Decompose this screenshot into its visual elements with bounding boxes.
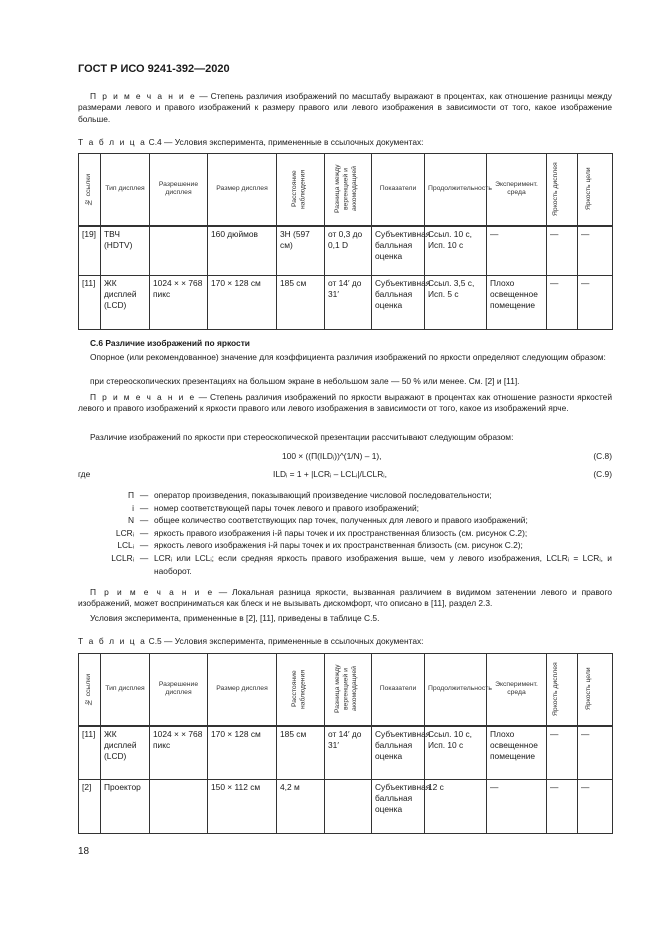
table-row — [79, 226, 613, 276]
table-c4-caption — [78, 137, 424, 147]
col-header: Разрешение дисплея — [150, 654, 208, 726]
formula-number: (C.8) — [593, 451, 612, 461]
note-brightness — [78, 392, 612, 415]
table-c4 — [78, 153, 613, 330]
table-cell: — — [487, 780, 547, 834]
table-cell: 185 см — [277, 726, 325, 780]
col-header: № ссылки — [85, 173, 93, 205]
table-c5-header — [79, 654, 613, 726]
definition-item: i — номер соответствующей пары точек левого и правого изображений; — [78, 502, 612, 515]
table-c5 — [78, 653, 613, 834]
table-cell: — — [578, 780, 613, 834]
definition-item: Π — оператор произведения, показывающий произведение числовой последовательности; — [78, 489, 612, 502]
definition-item: LCLᵢ — яркость левого изображения i-й пары точек и их пространственная близость (см. рисунок С.2); — [78, 539, 612, 552]
table-cell: 170 × 128 см — [208, 276, 277, 330]
table-cell: 160 дюймов — [208, 226, 277, 276]
table-cell: 12 с — [425, 780, 487, 834]
paragraph-calc: Различие изображений по яркости при стереоскопической презентации рассчитывают следующим образом: — [90, 432, 514, 442]
formula-number: (C.9) — [593, 469, 612, 479]
page-number: 18 — [78, 846, 90, 857]
table-cell: [11] — [79, 726, 101, 780]
note-label: П р и м е ч а н и е — [90, 91, 197, 101]
table-cell: Субъективная балльная оценка — [372, 780, 425, 834]
col-header: Размер дисплея — [208, 154, 277, 226]
table-row — [79, 780, 613, 834]
col-header: Продолжительность — [425, 654, 487, 726]
definition-symbol: LCLᵢ — [117, 540, 134, 551]
section-heading: С.6 Различие изображений по яркости — [90, 338, 250, 348]
col-header: Эксперимент. среда — [487, 154, 547, 226]
table-cell: ЖК дисплей (LCD) — [101, 276, 150, 330]
caption-text: С.4 — Условия эксперимента, примененные в ссылочных документах: — [146, 137, 424, 147]
table-cell: от 0,3 до 0,1 D — [325, 226, 372, 276]
table-cell: 3H (597 см) — [277, 226, 325, 276]
note-label: П р и м е ч а н и е — [90, 587, 214, 597]
note-scale — [78, 91, 612, 125]
formula-c9: ILDᵢ = 1 + |LCRᵢ – LCLᵢ|/LCLRᵢ, — [273, 469, 387, 479]
table-cell: [11] — [79, 276, 101, 330]
definition-item: N — общее количество соответствующих пар точек, полученных для левого и правого изображений; — [78, 514, 612, 527]
definition-text: яркость правого изображения i-й пары точек и их пространственная близость (см. рисунок С.2); — [154, 527, 528, 538]
table-c5-caption — [78, 636, 424, 646]
col-header: Разрешение дисплея — [150, 154, 208, 226]
table-cell: — — [547, 226, 578, 276]
table-cell: — — [547, 276, 578, 330]
table-cell — [325, 780, 372, 834]
col-header: Показатели — [372, 154, 425, 226]
table-cell: ЖК дисплей (LCD) — [101, 726, 150, 780]
col-header: Яркость цели — [585, 167, 592, 211]
col-header: Расстояние наблюдения — [290, 169, 306, 209]
table-cell: Ссыл. 3,5 с, Исп. 5 с — [425, 276, 487, 330]
table-cell: — — [578, 726, 613, 780]
where-label: где — [78, 469, 91, 479]
table-cell — [150, 780, 208, 834]
table-cell: 4,2 м — [277, 780, 325, 834]
table-cell: Ссыл. 10 с, Исп. 10 с — [425, 726, 487, 780]
table-cell: [2] — [79, 780, 101, 834]
table-cell: [19] — [79, 226, 101, 276]
col-header: Яркость цели — [585, 667, 592, 711]
col-header: Яркость дисплея — [552, 662, 559, 717]
table-cell: от 14′ до 31′ — [325, 726, 372, 780]
definition-symbol: LCRᵢ — [115, 527, 134, 538]
col-header: Тип дисплея — [101, 154, 150, 226]
definition-symbol: i — [132, 502, 134, 513]
table-cell: Плохо освещенное помещение — [487, 276, 547, 330]
col-header: Яркость дисплея — [552, 162, 559, 217]
table-cell: — — [547, 726, 578, 780]
table-cell: Плохо освещенное помещение — [487, 726, 547, 780]
document-header: ГОСТ Р ИСО 9241-392—2020 — [78, 63, 230, 75]
col-header: Продолжительность — [425, 154, 487, 226]
note-text: — Степень различия изображений по яркости выражают в процентах как отношение разности яркостей левого и правого изображений к яркости правого или левого изображения в зависимости от того, какое из изображений ярче. — [78, 392, 612, 414]
table-cell: 1024 × × 768 пикс — [150, 276, 208, 330]
caption-text: С.5 — Условия эксперимента, примененные в ссылочных документах: — [146, 636, 424, 646]
col-header: Эксперимент. среда — [487, 654, 547, 726]
col-header: Расстояние наблюдения — [290, 669, 306, 709]
col-header: Разница между вергенцией и аккомодацией — [334, 164, 358, 214]
definition-symbol: LCLRᵢ — [111, 552, 134, 563]
table-cell: Субъективная балльная оценка — [372, 226, 425, 276]
table-cell: — — [547, 780, 578, 834]
table-cell: ТВЧ (HDTV) — [101, 226, 150, 276]
definition-text: общее количество соответствующих пар точек, полученных для левого и правого изображений; — [154, 515, 528, 526]
table-cell: — — [578, 226, 613, 276]
table-row — [79, 726, 613, 780]
table-cell: — — [578, 276, 613, 330]
caption-label: Т а б л и ц а — [78, 636, 147, 646]
definition-text: номер соответствующей пары точек левого и правого изображений; — [154, 502, 419, 513]
paragraph-reference: Опорное (или рекомендованное) значение для коэффициента различия изображений по яркости определяют следующим образом: — [90, 352, 606, 362]
note-text: — Локальная разница яркости, вызванная различием в видимом затенении левого и правого изображений, может восприниматься как блеск и не вызывать дискомфорт, что описано в [11], раздел 2.3. — [78, 587, 612, 609]
table-cell: Субъективная балльная оценка — [372, 276, 425, 330]
table-cell: Субъективная балльная оценка — [372, 726, 425, 780]
definitions-list — [78, 489, 612, 577]
table-cell: Ссыл. 10 с, Исп. 10 с — [425, 226, 487, 276]
col-header: Тип дисплея — [101, 654, 150, 726]
table-cell: 1024 × × 768 пикс — [150, 726, 208, 780]
table-row — [79, 276, 613, 330]
definition-item: LCLRᵢ — LCRᵢ или LCLᵢ; если средняя яркость правого изображения выше, чем у левого изображения, LCLRᵢ = LCRᵢ, и наоборот. — [78, 552, 612, 577]
table-cell: 150 × 112 см — [208, 780, 277, 834]
table-cell: Проектор — [101, 780, 150, 834]
paragraph-presentation: при стереоскопических презентациях на большом экране в небольшом зале — 50 % или менее. См. [2] и [11]. — [90, 376, 520, 386]
paragraph-conditions: Условия эксперимента, примененные в [2], [11], приведены в таблице С.5. — [90, 613, 380, 623]
col-header: № ссылки — [85, 673, 93, 705]
definition-text: оператор произведения, показывающий произведение числовой последовательности; — [154, 490, 492, 500]
table-cell: — — [487, 226, 547, 276]
table-c4-header — [79, 154, 613, 226]
definition-symbol: N — [127, 515, 134, 526]
formula-c8: 100 × ((Π(ILDᵢ))^(1/N) – 1), — [282, 451, 382, 461]
col-header: Размер дисплея — [208, 654, 277, 726]
note-local — [78, 587, 612, 610]
note-text: — Степень различия изображений по масштабу выражают в процентах, как отношение разницы между размерами левого и правого изображений к размеру правого или левого изображения в зависимости от того, какое изображение больше. — [78, 91, 612, 124]
note-label: П р и м е ч а н и е — [90, 392, 196, 402]
col-header: Разница между вергенцией и аккомодацией — [334, 664, 358, 714]
col-header: Показатели — [372, 654, 425, 726]
definition-item: LCRᵢ — яркость правого изображения i-й пары точек и их пространственная близость (см. рисунок С.2); — [78, 527, 612, 540]
table-cell — [150, 226, 208, 276]
definition-text: яркость левого изображения i-й пары точек и их пространственная близость (см. рисунок С.2); — [154, 540, 523, 551]
table-cell: от 14′ до 31′ — [325, 276, 372, 330]
table-cell: 185 см — [277, 276, 325, 330]
caption-label: Т а б л и ц а — [78, 137, 147, 147]
definition-symbol: Π — [127, 490, 134, 500]
table-cell: 170 × 128 см — [208, 726, 277, 780]
definition-text: LCRᵢ или LCLᵢ; если средняя яркость правого изображения выше, чем у левого изображения, LCLRᵢ = LCRᵢ, и наоборот. — [154, 552, 612, 576]
